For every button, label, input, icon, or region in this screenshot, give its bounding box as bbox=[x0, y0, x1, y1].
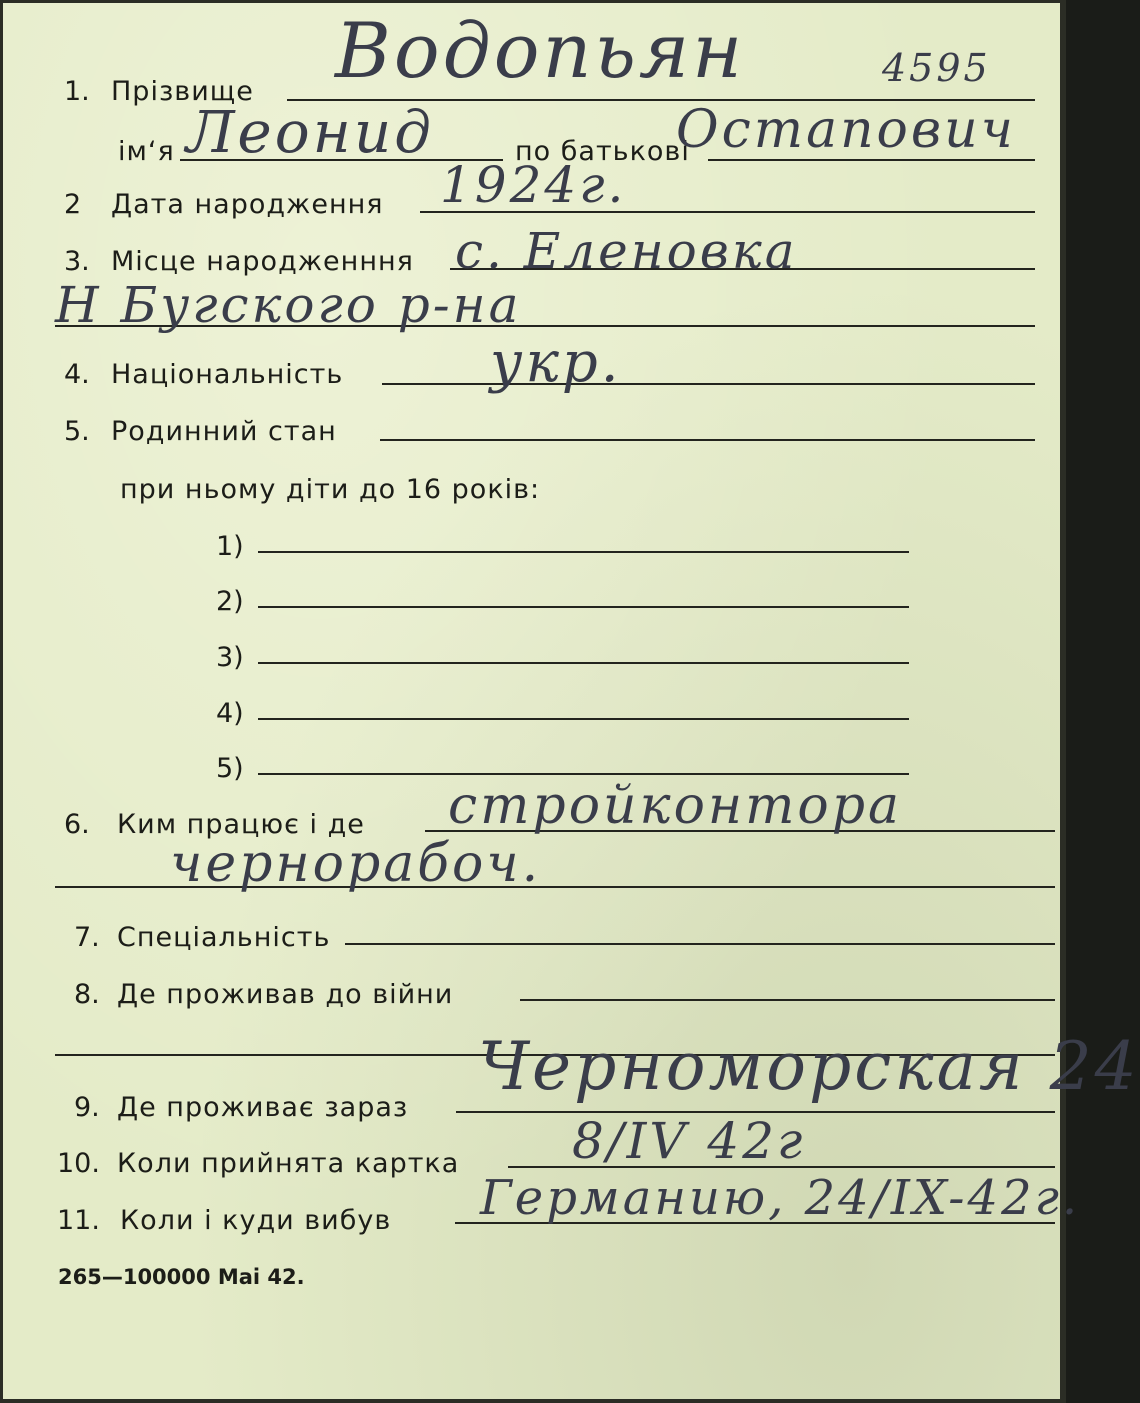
field-4-number: 4. bbox=[64, 359, 90, 390]
first-name-label: ім‘я bbox=[118, 136, 175, 167]
field-10-number: 10. bbox=[57, 1148, 100, 1179]
print-code: 265—100000 Mai 42. bbox=[58, 1265, 305, 1289]
card-edge-top bbox=[0, 0, 1066, 3]
child-2-number: 2) bbox=[216, 586, 244, 617]
departure-value: Германию, 24/IX-42г. bbox=[480, 1170, 1081, 1226]
card-accepted-value: 8/IV 42г bbox=[572, 1112, 806, 1170]
field-11-number: 11. bbox=[57, 1205, 100, 1236]
children-label: при ньому діти до 16 років: bbox=[120, 474, 541, 505]
card-edge-left bbox=[0, 0, 3, 1403]
child-5-line bbox=[258, 773, 909, 775]
nationality-line bbox=[382, 383, 1035, 385]
child-4-number: 4) bbox=[216, 698, 244, 729]
child-1-number: 1) bbox=[216, 531, 244, 562]
birth-place-value-2: Н Бугского р-на bbox=[55, 276, 522, 334]
work-label: Ким працює і де bbox=[117, 809, 365, 840]
patronymic-label: по батькові bbox=[515, 136, 690, 167]
child-4-line bbox=[258, 718, 909, 720]
speciality-line bbox=[345, 943, 1055, 945]
surname-value: Водопьян bbox=[335, 6, 746, 95]
child-1-line bbox=[258, 551, 909, 553]
card-edge-bottom bbox=[0, 1399, 1066, 1403]
birth-place-label: Місце народженння bbox=[111, 246, 414, 277]
birth-date-value: 1924г. bbox=[440, 156, 627, 214]
field-5-number: 5. bbox=[64, 416, 90, 447]
departure-label: Коли і куди вибув bbox=[120, 1205, 392, 1236]
first-name-value: Леонид bbox=[186, 98, 434, 166]
prewar-address-label: Де проживав до війни bbox=[117, 979, 454, 1010]
work-value-1: стройконтора bbox=[448, 776, 903, 836]
field-7-number: 7. bbox=[74, 922, 100, 953]
card-accepted-label: Коли прийнята картка bbox=[117, 1148, 460, 1179]
speciality-label: Спеціальність bbox=[117, 922, 331, 953]
child-3-number: 3) bbox=[216, 642, 244, 673]
current-address-value: Черноморская 24 bbox=[478, 1028, 1140, 1105]
child-2-line bbox=[258, 606, 909, 608]
surname-label: Прізвище bbox=[111, 76, 254, 107]
marital-status-label: Родинний стан bbox=[111, 416, 337, 447]
marital-status-line bbox=[380, 439, 1035, 441]
patronymic-value: Остапович bbox=[676, 100, 1016, 160]
nationality-label: Національність bbox=[111, 359, 344, 390]
field-6-number: 6. bbox=[64, 809, 90, 840]
card-number-value: 4595 bbox=[882, 46, 991, 90]
field-1-number: 1. bbox=[64, 76, 90, 107]
work-value-2: чернорабоч. bbox=[170, 834, 542, 894]
child-5-number: 5) bbox=[216, 753, 244, 784]
birth-date-label: Дата народження bbox=[111, 189, 384, 220]
child-3-line bbox=[258, 662, 909, 664]
nationality-value: укр. bbox=[490, 330, 622, 395]
field-9-number: 9. bbox=[74, 1092, 100, 1123]
field-8-number: 8. bbox=[74, 979, 100, 1010]
birth-place-value-1: с. Еленовка bbox=[455, 222, 798, 280]
field-2-number: 2 bbox=[64, 189, 82, 220]
current-address-label: Де проживає зараз bbox=[117, 1092, 409, 1123]
prewar-address-line bbox=[520, 999, 1055, 1001]
field-3-number: 3. bbox=[64, 246, 90, 277]
